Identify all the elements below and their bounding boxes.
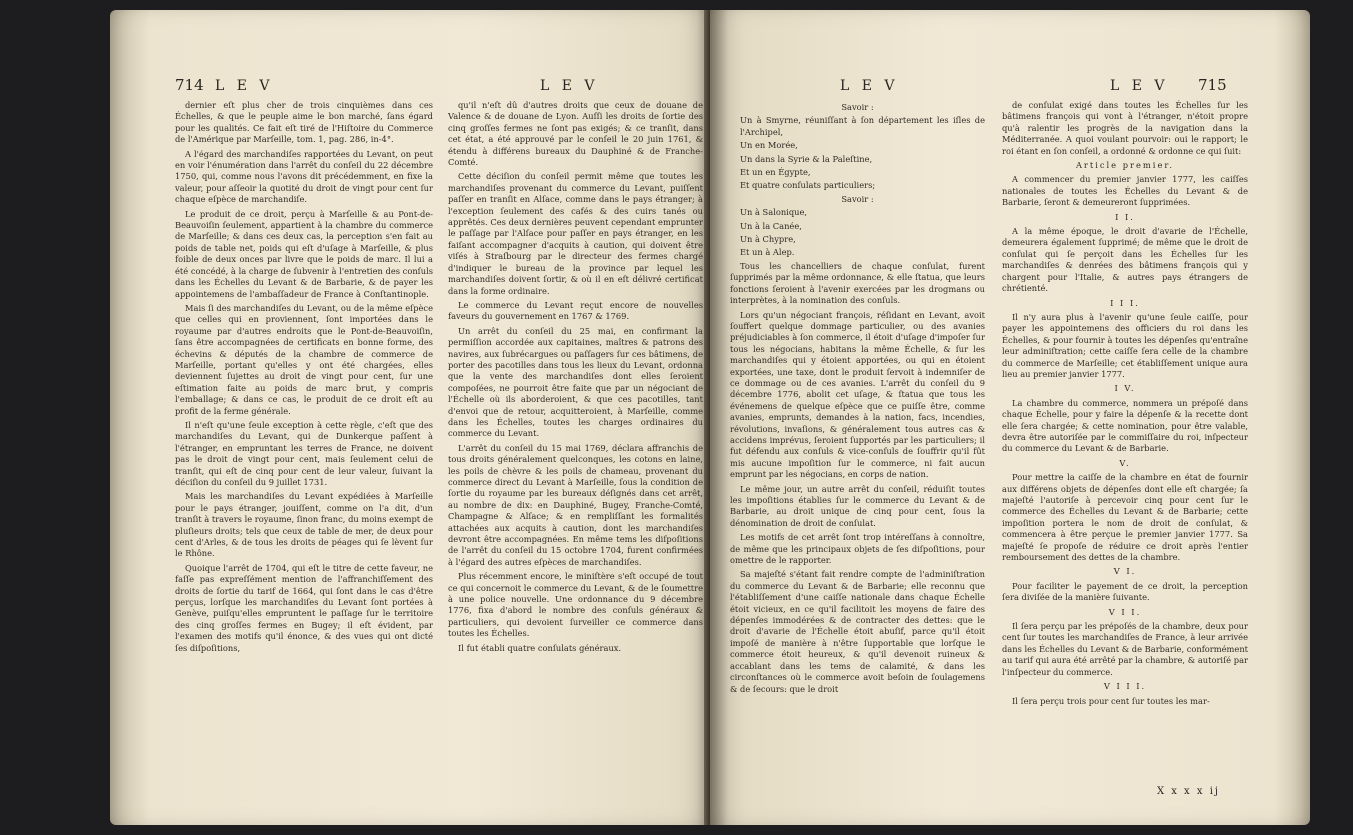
article-heading: V I I. [1108, 606, 1142, 617]
paragraph: Il fut établi quatre conſulats généraux. [458, 642, 622, 653]
paragraph: Il n'y aura plus à l'avenir qu'une ſeule caiſſe, pour payer les appointemens des officiers du roi dans les Échelles, & pour fournir à toutes les dépenſes qu'entraîne leur adminiſtration; cette caiſſe ſera celle de la chambre du commerce de Marſeille; cet établiſſement unique aura lieu au premier janvier 1777. [1002, 311, 1248, 379]
paragraph: de conſulat exigé dans toutes les Échelles ſur les bâtimens françois qui vont à l'étranger, n'étoit propre qu'à ralentir les progrès de la navigation dans la Méditerranée. A quoi voulant pourvoir: oui le rapport; le roi étant en ſon conſeil, a ordonné & ordonne ce qui ſuit: [1002, 100, 1248, 156]
paragraph: Le même jour, un autre arrêt du conſeil, réduiſit toutes les impoſitions établies ſur le commerce du Levant & de Barbarie, au droit unique de cinq pour cent, ſous la dénomination de droit de conſulat. [730, 483, 985, 528]
paragraph: Et quatre conſulats particuliers; [740, 180, 876, 191]
paragraph: A l'égard des marchandiſes rapportées du Levant, on peut en voir l'énumération dans l'arrêt du conſeil du 22 décembre 1750, qui, comme nous l'avons dit précédemment, en fixe la valeur, pour aſſeoir la quotité du droit de vingt pour cent ſur chaque eſpèce de marchandiſe. [175, 148, 433, 205]
article-heading: I V. [1114, 383, 1136, 394]
paragraph: qu'il n'eſt dû d'autres droits que ceux de douane de Valence & de douane de Lyon. Auſſi les droits de ſortie des cinq groſſes fermes ne ſont pas exigés; & ce tranſit, dans cet état, a été approuvé par le conſeil le 20 juin 1761, & étendu à différens bureaux du Dauphiné & de Franche-Comté. [448, 100, 703, 168]
paragraph: Savoir : [841, 102, 874, 112]
paragraph: Un arrêt du conſeil du 25 mai, en confirmant la permiſſion accordée aux capitaines, maîtres & patrons des navires, aux ſubrécargues ou paſſagers ſur ces bâtimens, de porter des pacotilles dans tous les lieux du Levant, ordonna que la vente des marchandiſes dont elles ſeroient compoſées, ne pourroit être faite que par un négociant de l'Échelle où ils aborderoient, & que ces pacotilles, tant d'envoi que de retour, acquitteroient, à Marſeille, comme dans les Échelles, toutes les charges ordinaires du commerce du Levant. [448, 325, 703, 439]
left-column-1 [175, 100, 433, 657]
paragraph: Il ſera perçu trois pour cent ſur toutes les mar- [1012, 695, 1210, 706]
paragraph: Cette déciſion du conſeil permit même que toutes les marchandiſes provenant du commerce du Levant, puiſſent paſſer en tranſit en Alſace, comme dans le pays étranger; à l'exception ſeulement des cafés & des cuirs tanés ou apprêtés. Ces deux dernières peuvent cependant emprunter le paſſage par l'Alſace pour paſſer en pays étranger, en les faiſant accompagner d'acquits à caution, qui doivent être viſés à Straſbourg par le directeur des fermes chargé d'indiquer le bureau de la province par lequel les marchandiſes doivent ſortir, & où il en eſt délivré certificat dans la forme ordinaire. [448, 171, 703, 296]
page-number-left: 714 [175, 76, 204, 94]
paragraph: Savoir : [841, 193, 874, 204]
paragraph: Les motifs de cet arrêt ſont trop intéreſſans à connoître, de même que les principaux objets de ſes diſpoſitions, pour omettre de le rapporter. [730, 532, 985, 566]
paragraph: Il n'eſt qu'une ſeule exception à cette règle, c'eſt que des marchandiſes du Levant, qui de Dunkerque paſſent à l'étranger, en empruntant les terres de France, ne doivent pas le droit de vingt pour cent, mais ſeulement celui de tranſit, qui eſt de cinq pour cent de leur valeur, ſuivant la déciſion du conſeil du 9 juillet 1731. [175, 419, 433, 487]
page-number-right: 715 [1198, 76, 1227, 94]
article-heading: Article premier. [1075, 160, 1175, 171]
paragraph: Pour mettre la caiſſe de la chambre en état de fournir aux différens objets de dépenſes dont elle eſt chargée; ſa majeſté l'autoriſe à percevoir cinq pour cent ſur le commerce des Échelles du Levant & de Barbarie; cette impoſition portera le nom de droit de conſulat, & commencera à être perçue le premier janvier 1777. Sa majeſté ſe propoſe de réduire ce droit après l'entier remboursement des dettes de la chambre. [1002, 472, 1248, 563]
running-head-right-center: L E V [840, 78, 899, 94]
paragraph: A la même époque, le droit d'avarie de l'Échelle, demeurera également ſupprimé; de même que le droit de conſulat qui ſe perçoit dans les Échelles ſur les marchandiſes & denrées des bâtimens françois qui y chargent pour l'Italie, & autres pays étrangers de chrétienté. [1002, 226, 1248, 294]
running-head-right: L E V [1110, 78, 1169, 94]
paragraph: Un à la Canée, [740, 220, 802, 231]
paragraph: Le commerce du Levant reçut encore de nouvelles faveurs du gouvernement en 1767 & 1769. [448, 299, 703, 322]
paragraph: Un en Morée, [740, 140, 798, 151]
paragraph: A commencer du premier janvier 1777, les caiſſes nationales de toutes les Échelles du Levant & de Barbarie, ſeront & demeureront ſupprimées. [1002, 174, 1248, 208]
right-page [710, 10, 1310, 825]
article-heading: V I. [1113, 566, 1137, 577]
left-page [110, 10, 715, 825]
paragraph: Le produit de ce droit, perçu à Marſeille & au Pont-de-Beauvoiſin ſeulement, appartient à la chambre du commerce de Marſeille; & dans ces deux cas, la perception s'en fait au poids de table net, poids qui eſt d'uſage à Marſeille, & plus foible de deux onces par livre que le poids de marc. Il lui a été concédé, à la charge de ſubvenir à l'entretien des conſuls dans les Échelles du Levant & de Barbarie, & de payer les appointemens de l'ambaſſadeur de France à Conſtantinople. [175, 208, 433, 299]
paragraph: Un dans la Syrie & la Paleſtine, [740, 153, 873, 164]
paragraph: Il ſera perçu par les prépoſés de la chambre, deux pour cent ſur toutes les marchandiſes de France, à leur arrivée dans les Échelles du Levant & de Barbarie, conformément au tarif qui aura été arrêté par la chambre, & autoriſé par l'inſpecteur du commerce. [1002, 621, 1248, 677]
open-book [110, 10, 1310, 830]
paragraph: Sa majeſté s'étant fait rendre compte de l'adminiſtration du commerce du Levant & de Barbarie; elle reconnu que l'établiſſement d'une caiſſe nationale dans chaque Échelle étoit vicieux, en ce qu'il facilitoit les moyens de faire des dépenſes immodérées & de contracter des dettes: que le droit d'avarie de l'Échelle étoit abuſif, parce qu'il étoit impoſé de manière à n'être ſupportable que lorſque le commerce étoit heureux, & qu'il devenoit ruineux & accablant dans les tems de calamité, & dans les circonſtances où le commerce avoit beſoin de ſoulagemens & de ſecours: que le droit [730, 569, 985, 694]
right-column-2 [1002, 100, 1248, 710]
article-heading: V. [1119, 457, 1131, 468]
article-heading: V I I I. [1103, 681, 1147, 692]
paragraph: Plus récemment encore, le miniſtère s'eſt occupé de tout ce qui concernoit le commerce du Levant, & de le ſoumettre à une police nouvelle. Une ordonnance du 9 décembre 1776, fixa d'abord le nombre des conſuls généraux & particuliers, qui devoient ſurveiller ce commerce dans toutes les Échelles. [448, 571, 703, 639]
paragraph: Un à Smyrne, réuniſſant à ſon département les iſles de l'Archipel, [740, 115, 985, 137]
right-column-1 [730, 100, 985, 698]
paragraph: Lors qu'un négociant françois, réſidant en Levant, avoit ſouffert quelque dommage particulier, ou des avanies préjudiciables à ſon commerce, il étoit d'uſage d'impoſer ſur tous les négocians, habitans la même Échelle, & ſur les marchandiſes qui y étoient apportées, ou qui en étoient exportées, une taxe, dont le produit ſervoit à indemniſer de ce dommage ou de ces avanies. L'arrêt du conſeil du 9 décembre 1776, abolit cet uſage, & ſtatua que tous les événemens de quelque eſpèce que ce puiſſe être, comme avanies, emprunts, demandes à la nation, facs, incendies, révolutions, invaſions, & généralement tous autres cas & accidens imprévus, ſeroient ſupportés par les particuliers; il fut défendu aux conſuls & vice-conſuls de ſouffrir qu'il fût mis aucune impoſition ſur le commerce, ni fait aucun emprunt par les négocians, en corps de nation. [730, 309, 985, 480]
paragraph: Un à Chypre, [740, 234, 796, 245]
paragraph: dernier eſt plus cher de trois cinquièmes dans ces Échelles, & que le peuple aime le bon marché, ſans égard pour les qualités. Ce fait eſt tiré de l'Hiſtoire du Commerce de l'Amérique par Marſeille, tom. 1, pag. 286, in-4°. [175, 100, 433, 145]
left-column-2 [448, 100, 703, 657]
article-heading: I I I. [1110, 297, 1140, 308]
paragraph: Mais les marchandiſes du Levant expédiées à Marſeille pour le pays étranger, jouiſſent, comme on l'a dit, d'un tranſit à travers le royaume, ſinon franc, du moins exempt de pluſieurs droits; tels que ceux de table de mer, de deux pour cent d'Arles, & de tous les droits de péages qui ſe lèvent ſur le Rhône. [175, 491, 433, 559]
paragraph: Et un à Alep. [740, 247, 795, 258]
paragraph: L'arrêt du conſeil du 15 mai 1769, déclara affranchis de tous droits généralement quelconques, les cotons en laine, les poils de chèvre & les poils de chameau, provenant du commerce direct du Levant à Marſeille, ſous la condition de ſortie du royaume par les bureaux déſignés dans cet arrêt, au nombre de dix: en Dauphiné, Bugey, Franche-Comté, Champagne & Alſace; & en rempliſſant les formalités attachées aux acquits à caution, dont les marchandiſes devront être accompagnées. En même tems les diſpoſitions de l'arrêt du conſeil du 15 octobre 1704, furent confirmées à l'égard des autres eſpèces de marchandiſes. [448, 442, 703, 567]
signature-mark: X x x x ij [1156, 786, 1220, 797]
article-heading: I I. [1115, 211, 1135, 222]
running-head-left-center: L E V [540, 78, 599, 94]
paragraph: Tous les chancelliers de chaque conſulat, furent ſupprimés par la même ordonnance, & elle ſtatua, que leurs fonctions ſeroient à l'avenir exercées par les drogmans ou interprètes, à la nomination des conſuls. [730, 260, 985, 306]
paragraph: La chambre du commerce, nommera un prépoſé dans chaque Échelle, pour y faire la dépenſe & la recette dont elle ſera chargée; & cette nomination, pour être valable, devra être autoriſée par le commiſſaire du roi, inſpecteur du commerce du Levant & de Barbarie. [1002, 397, 1248, 454]
paragraph: Et un en Égypte, [740, 167, 811, 178]
paragraph: Quoique l'arrêt de 1704, qui eſt le titre de cette faveur, ne faſſe pas expreſſément mention de l'affranchiſſement des droits de ſortie du tarif de 1664, qui ſont dans le cas d'être perçus, lorſque les marchandiſes du Levant ſont portées à Genève, puiſqu'elles empruntent le paſſage ſur le territoire des cinq groſſes fermes en Bugey; il eſt évident, par l'examen des motifs qu'il énonce, & des vues qui ont dicté ſes diſpoſitions, [175, 562, 433, 653]
paragraph: Pour faciliter le payement de ce droit, la perception ſera diviſée de la manière ſuivante. [1002, 580, 1248, 603]
paragraph: Mais ſi des marchandiſes du Levant, ou de la même eſpèce que celles qui en proviennent, ſont importées dans le royaume par d'autres endroits que le Pont-de-Beauvoiſin, ſans être accompagnées de certificats en bonne forme, des échevins & députés de la chambre de commerce de Marſeille, portant qu'elles y ont été chargées, elles deviennent ſujettes au droit de vingt pour cent, ſur une eſtimation faite au poids de marc brut, y compris l'emballage; & dans ce cas, le produit de ce droit eſt au profit de la ferme générale. [175, 302, 433, 416]
running-head-left: L E V [215, 78, 274, 94]
paragraph: Un à Salonique, [740, 207, 808, 218]
